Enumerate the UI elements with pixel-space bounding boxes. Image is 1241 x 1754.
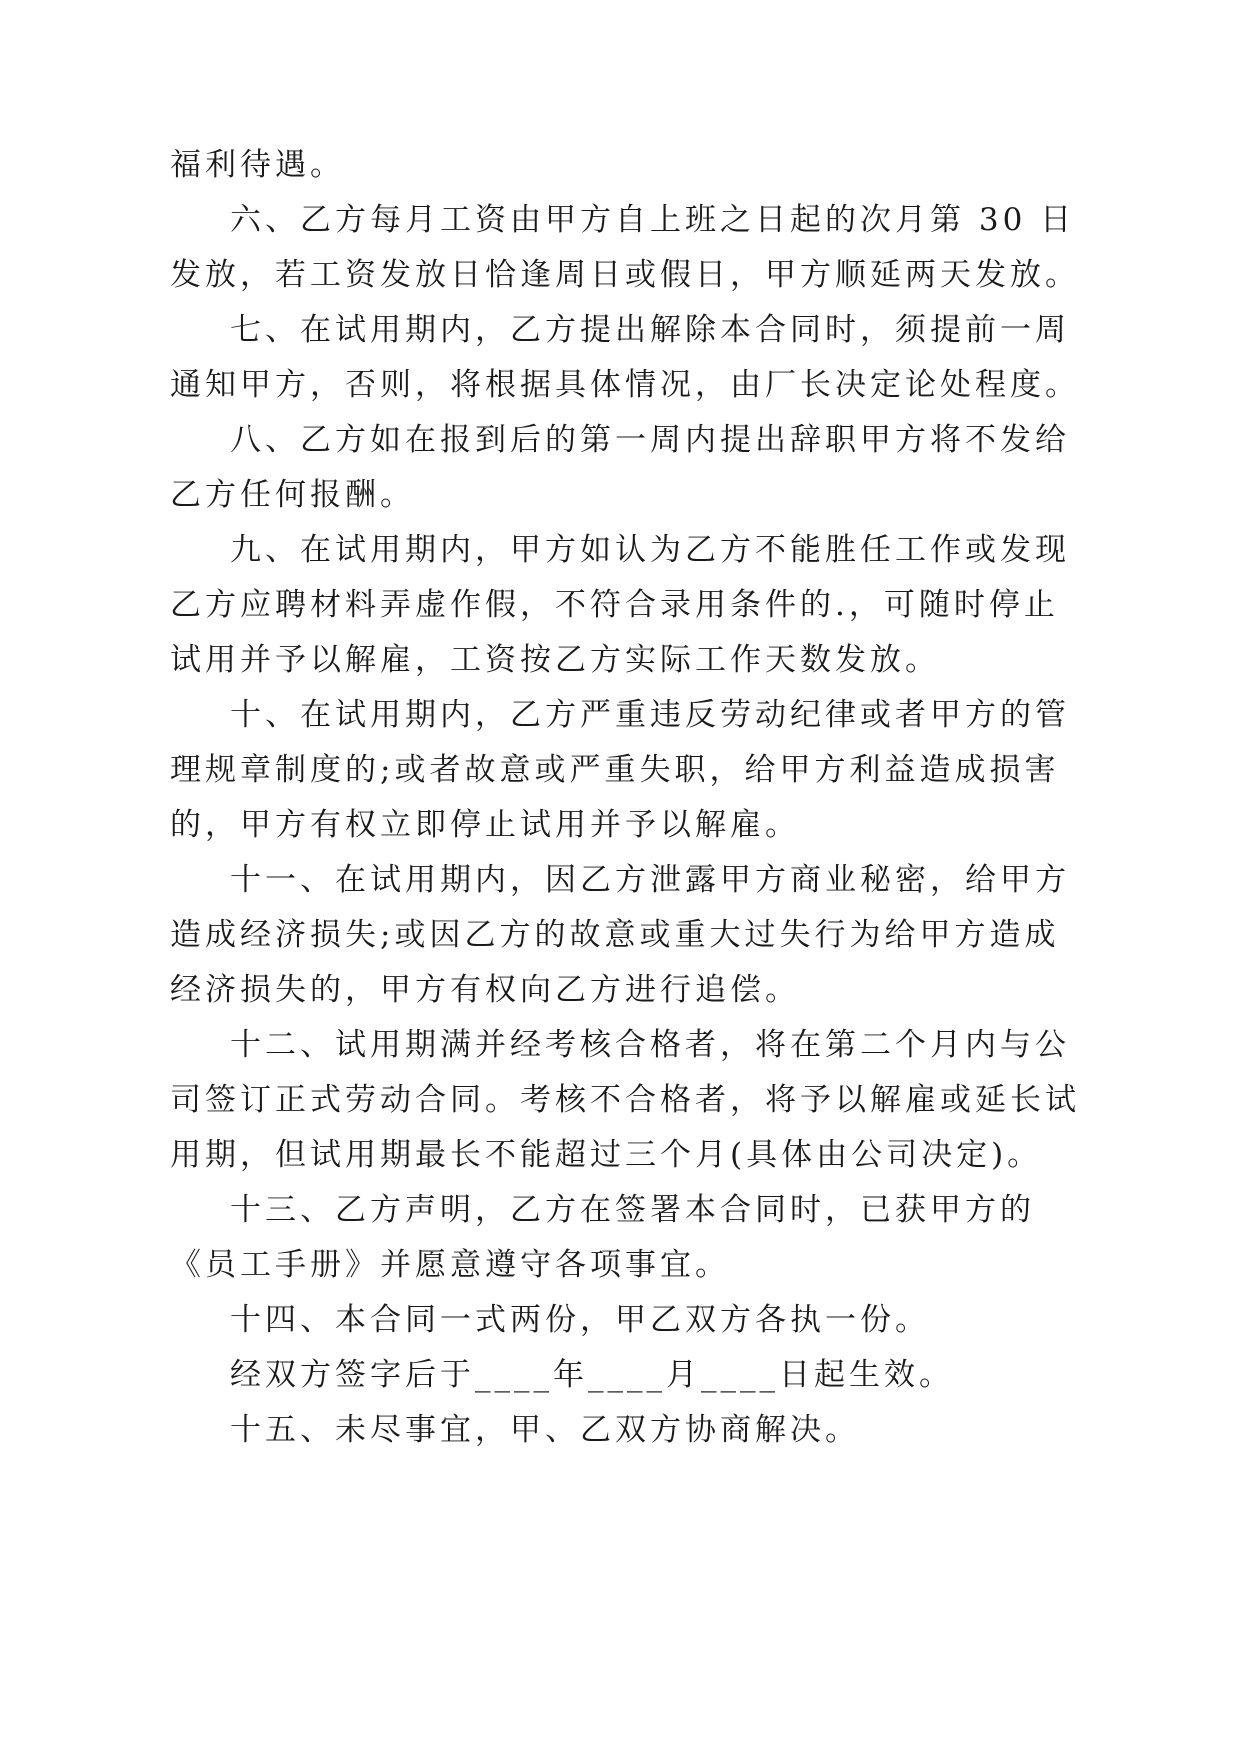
text-line: 发放，若工资发放日恰逢周日或假日，甲方顺延两天发放。 xyxy=(170,257,1080,293)
text-line: 《员工手册》并愿意遵守各项事宜。 xyxy=(170,1247,730,1283)
text-line: 经济损失的，甲方有权向乙方进行追偿。 xyxy=(170,972,800,1008)
text-line: 十二、试用期满并经考核合格者，将在第二个月内与公 xyxy=(230,1027,1070,1063)
text-line: 经双方签字后于____年____月____日起生效。 xyxy=(230,1357,954,1393)
text-line: 十一、在试用期内，因乙方泄露甲方商业秘密，给甲方 xyxy=(230,862,1070,898)
text-line: 八、乙方如在报到后的第一周内提出辞职甲方将不发给 xyxy=(230,422,1070,458)
text-line: 十三、乙方声明，乙方在签署本合同时，已获甲方的 xyxy=(230,1192,1035,1228)
text-line: 试用并予以解雇，工资按乙方实际工作天数发放。 xyxy=(170,642,940,678)
text-line: 司签订正式劳动合同。考核不合格者，将予以解雇或延长试 xyxy=(170,1082,1080,1118)
text-line: 福利待遇。 xyxy=(170,147,345,183)
text-line: 的，甲方有权立即停止试用并予以解雇。 xyxy=(170,807,800,843)
text-line: 乙方任何报酬。 xyxy=(170,477,415,513)
text-line: 七、在试用期内，乙方提出解除本合同时，须提前一周 xyxy=(230,312,1070,348)
text-line: 乙方应聘材料弄虚作假，不符合录用条件的.，可随时停止 xyxy=(170,587,1059,623)
text-line: 十、在试用期内，乙方严重违反劳动纪律或者甲方的管 xyxy=(230,697,1070,733)
text-line: 九、在试用期内，甲方如认为乙方不能胜任工作或发现 xyxy=(230,532,1070,568)
text-line: 造成经济损失;或因乙方的故意或重大过失行为给甲方造成 xyxy=(170,917,1060,953)
text-line: 用期，但试用期最长不能超过三个月(具体由公司决定)。 xyxy=(170,1137,1043,1173)
text-line: 通知甲方，否则，将根据具体情况，由厂长决定论处程度。 xyxy=(170,367,1080,403)
text-line: 十四、本合同一式两份，甲乙双方各执一份。 xyxy=(230,1302,930,1338)
text-line: 理规章制度的;或者故意或严重失职，给甲方利益造成损害 xyxy=(170,752,1060,788)
text-line: 十五、未尽事宜，甲、乙双方协商解决。 xyxy=(230,1412,860,1448)
text-line: 六、乙方每月工资由甲方自上班之日起的次月第 30 日 xyxy=(230,202,1076,238)
